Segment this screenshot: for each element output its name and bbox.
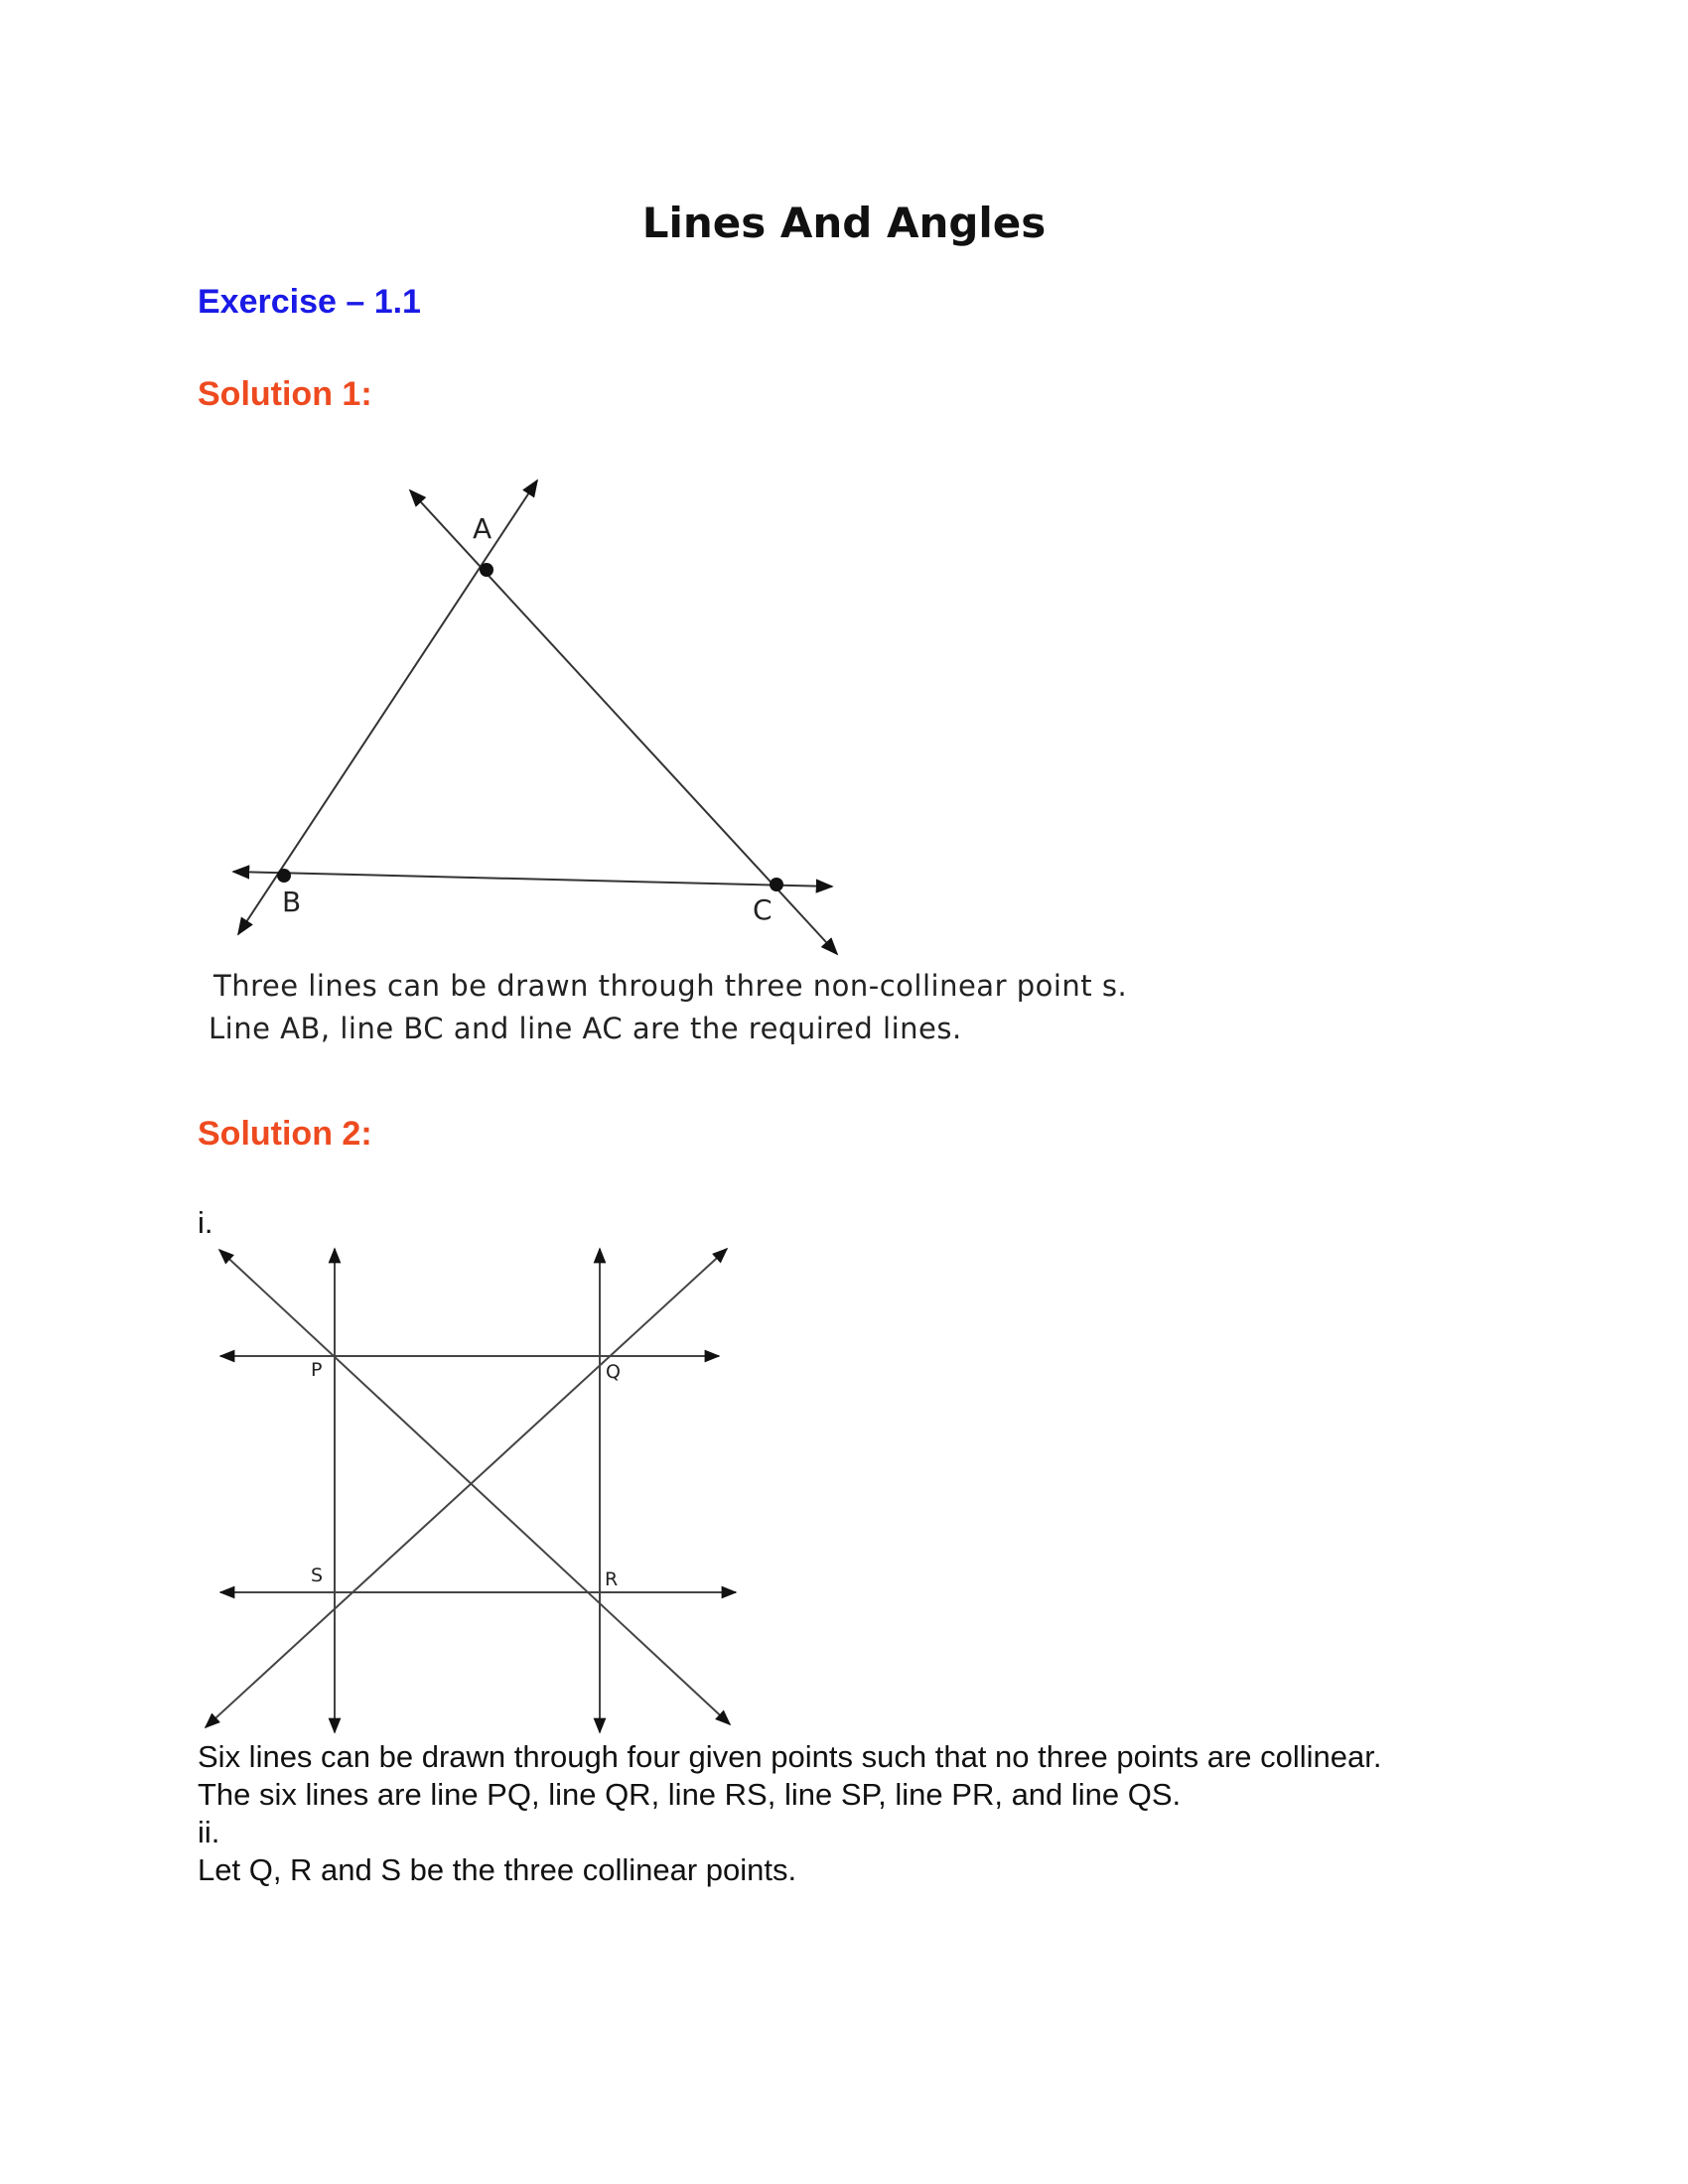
line-pr xyxy=(219,1250,730,1724)
solution-1-caption-line-1: Three lines can be drawn through three non-collinear point s. xyxy=(213,969,1128,1003)
solution-2-heading: Solution 2: xyxy=(198,1115,372,1153)
label-s: S xyxy=(311,1565,324,1586)
solution-2-text-line-1: Six lines can be drawn through four given points such that no three points are collinear. xyxy=(198,1739,1382,1774)
line-qs xyxy=(206,1249,727,1727)
solution-2-text-line-3: Let Q, R and S be the three collinear points. xyxy=(198,1852,797,1887)
part-i-label: i. xyxy=(198,1205,213,1240)
page-title: Lines And Angles xyxy=(641,199,1047,247)
label-q: Q xyxy=(606,1361,621,1383)
label-r: R xyxy=(605,1569,619,1590)
label-b: B xyxy=(282,886,302,918)
label-a: A xyxy=(473,512,492,545)
exercise-heading: Exercise – 1.1 xyxy=(198,283,421,321)
solution-1-caption-line-2: Line AB, line BC and line AC are the required lines. xyxy=(209,1012,962,1045)
solution-1-heading: Solution 1: xyxy=(198,375,372,413)
part-ii-label: ii. xyxy=(198,1815,220,1849)
label-p: P xyxy=(311,1359,323,1381)
label-c: C xyxy=(753,893,773,926)
solution-2-text-line-2: The six lines are line PQ, line QR, line RS, line SP, line PR, and line QS. xyxy=(198,1777,1182,1812)
